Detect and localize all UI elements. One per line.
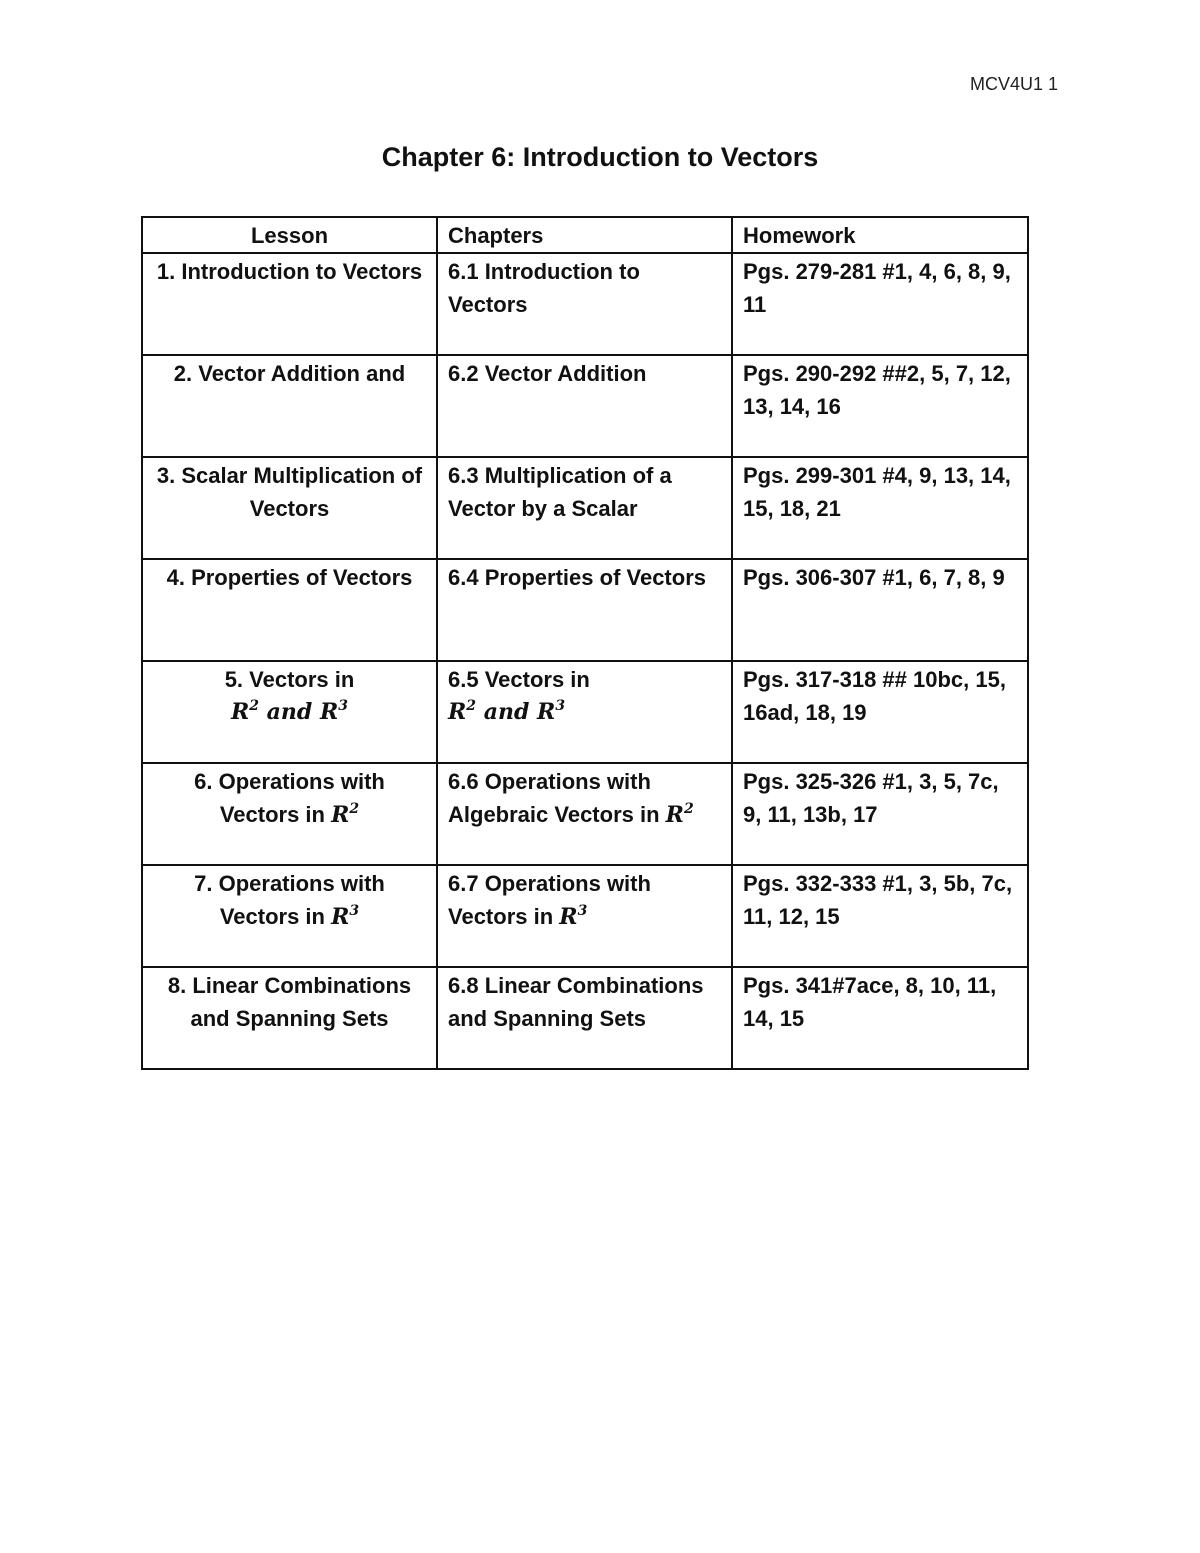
- lesson-text-line2: [153, 798, 426, 832]
- chapter-text-line2: [448, 900, 721, 934]
- math-exponent: 2: [249, 698, 259, 714]
- lesson-text: Vectors in: [219, 802, 325, 827]
- math-conjunction: and: [483, 699, 530, 725]
- lesson-cell: [142, 763, 437, 865]
- math-exponent: 3: [338, 698, 349, 714]
- math-expression: [331, 904, 359, 930]
- math-expression: [559, 904, 587, 930]
- table-row: [142, 457, 1028, 559]
- chapter-cell: 6.4 Properties of Vectors: [437, 559, 732, 661]
- chapter-text: 6.7 Operations with: [448, 871, 651, 896]
- homework-cell: Pgs. 332-333 #1, 3, 5b, 7c, 11, 12, 15: [732, 865, 1028, 967]
- chapter-cell: [437, 865, 732, 967]
- chapter-text: 6.6 Operations with: [448, 769, 651, 794]
- lesson-cell: 2. Vector Addition and: [142, 355, 437, 457]
- chapter-cell: [437, 661, 732, 763]
- chapter-text: Algebraic Vectors in: [448, 802, 660, 827]
- lesson-text: 5. Vectors in: [224, 667, 355, 692]
- homework-cell: Pgs. 299-301 #4, 9, 13, 14, 15, 18, 21: [732, 457, 1028, 559]
- homework-cell: Pgs. 306-307 #1, 6, 7, 8, 9: [732, 559, 1028, 661]
- homework-cell: Pgs. 325-326 #1, 3, 5, 7c, 9, 11, 13b, 17: [732, 763, 1028, 865]
- lesson-text: 6. Operations with: [194, 769, 385, 794]
- math-symbol: R: [559, 904, 578, 930]
- lesson-cell: [142, 865, 437, 967]
- lesson-cell: 8. Linear Combinations and Spanning Sets: [142, 967, 437, 1069]
- math-exponent: 2: [349, 801, 360, 817]
- chapter-text: 6.5 Vectors in: [448, 667, 590, 692]
- table-row: [142, 661, 1028, 763]
- math-exponent: 3: [555, 698, 566, 714]
- math-exponent: 2: [466, 698, 477, 714]
- chapter-cell: 6.1 Introduction to Vectors: [437, 253, 732, 355]
- math-expression: [331, 802, 359, 828]
- course-code: MCV4U1 1: [969, 74, 1058, 94]
- math-exponent: 3: [349, 903, 360, 919]
- chapter-cell: 6.3 Multiplication of a Vector by a Scalar: [437, 457, 732, 559]
- math-expression: [666, 802, 694, 828]
- lesson-cell: 4. Properties of Vectors: [142, 559, 437, 661]
- math-exponent: 2: [683, 801, 694, 817]
- math-conjunction: and: [266, 699, 313, 725]
- lesson-cell: 1. Introduction to Vectors: [142, 253, 437, 355]
- table-row: [142, 253, 1028, 355]
- homework-cell: Pgs. 279-281 #1, 4, 6, 8, 9, 11: [732, 253, 1028, 355]
- lesson-cell: 3. Scalar Multiplication of Vectors: [142, 457, 437, 559]
- table-header-row: [142, 217, 1028, 253]
- table-row: [142, 559, 1028, 661]
- chapter-cell: [437, 763, 732, 865]
- chapter-cell: 6.2 Vector Addition: [437, 355, 732, 457]
- homework-cell: Pgs. 290-292 ##2, 5, 7, 12, 13, 14, 16: [732, 355, 1028, 457]
- chapter-text: Vectors in: [448, 904, 554, 929]
- math-symbol: R: [331, 904, 350, 930]
- page-title: Chapter 6: Introduction to Vectors: [381, 142, 819, 172]
- chapter-text-line2: [448, 798, 721, 832]
- math-symbol: R: [665, 802, 684, 828]
- math-symbol: R: [230, 699, 250, 725]
- lesson-cell: [142, 661, 437, 763]
- math-symbol: R: [537, 699, 556, 725]
- math-expression: [448, 696, 721, 729]
- column-header-lesson: Lesson: [142, 217, 437, 253]
- table-row: [142, 967, 1028, 1069]
- table-row: [142, 865, 1028, 967]
- homework-cell: Pgs. 341#7ace, 8, 10, 11, 14, 15: [732, 967, 1028, 1069]
- homework-cell: Pgs. 317-318 ## 10bc, 15, 16ad, 18, 19: [732, 661, 1028, 763]
- math-exponent: 3: [577, 903, 588, 919]
- table-row: [142, 763, 1028, 865]
- homework-table: [141, 216, 1029, 1070]
- math-symbol: R: [331, 802, 350, 828]
- math-symbol: R: [319, 699, 339, 725]
- lesson-text: 7. Operations with: [194, 871, 385, 896]
- math-symbol: R: [448, 699, 467, 725]
- lesson-text-line2: [153, 900, 426, 934]
- lesson-text: Vectors in: [219, 904, 325, 929]
- column-header-homework: Homework: [732, 217, 1028, 253]
- chapter-cell: 6.8 Linear Combinations and Spanning Sets: [437, 967, 732, 1069]
- column-header-chapters: Chapters: [437, 217, 732, 253]
- table-row: [142, 355, 1028, 457]
- math-expression: [153, 696, 426, 729]
